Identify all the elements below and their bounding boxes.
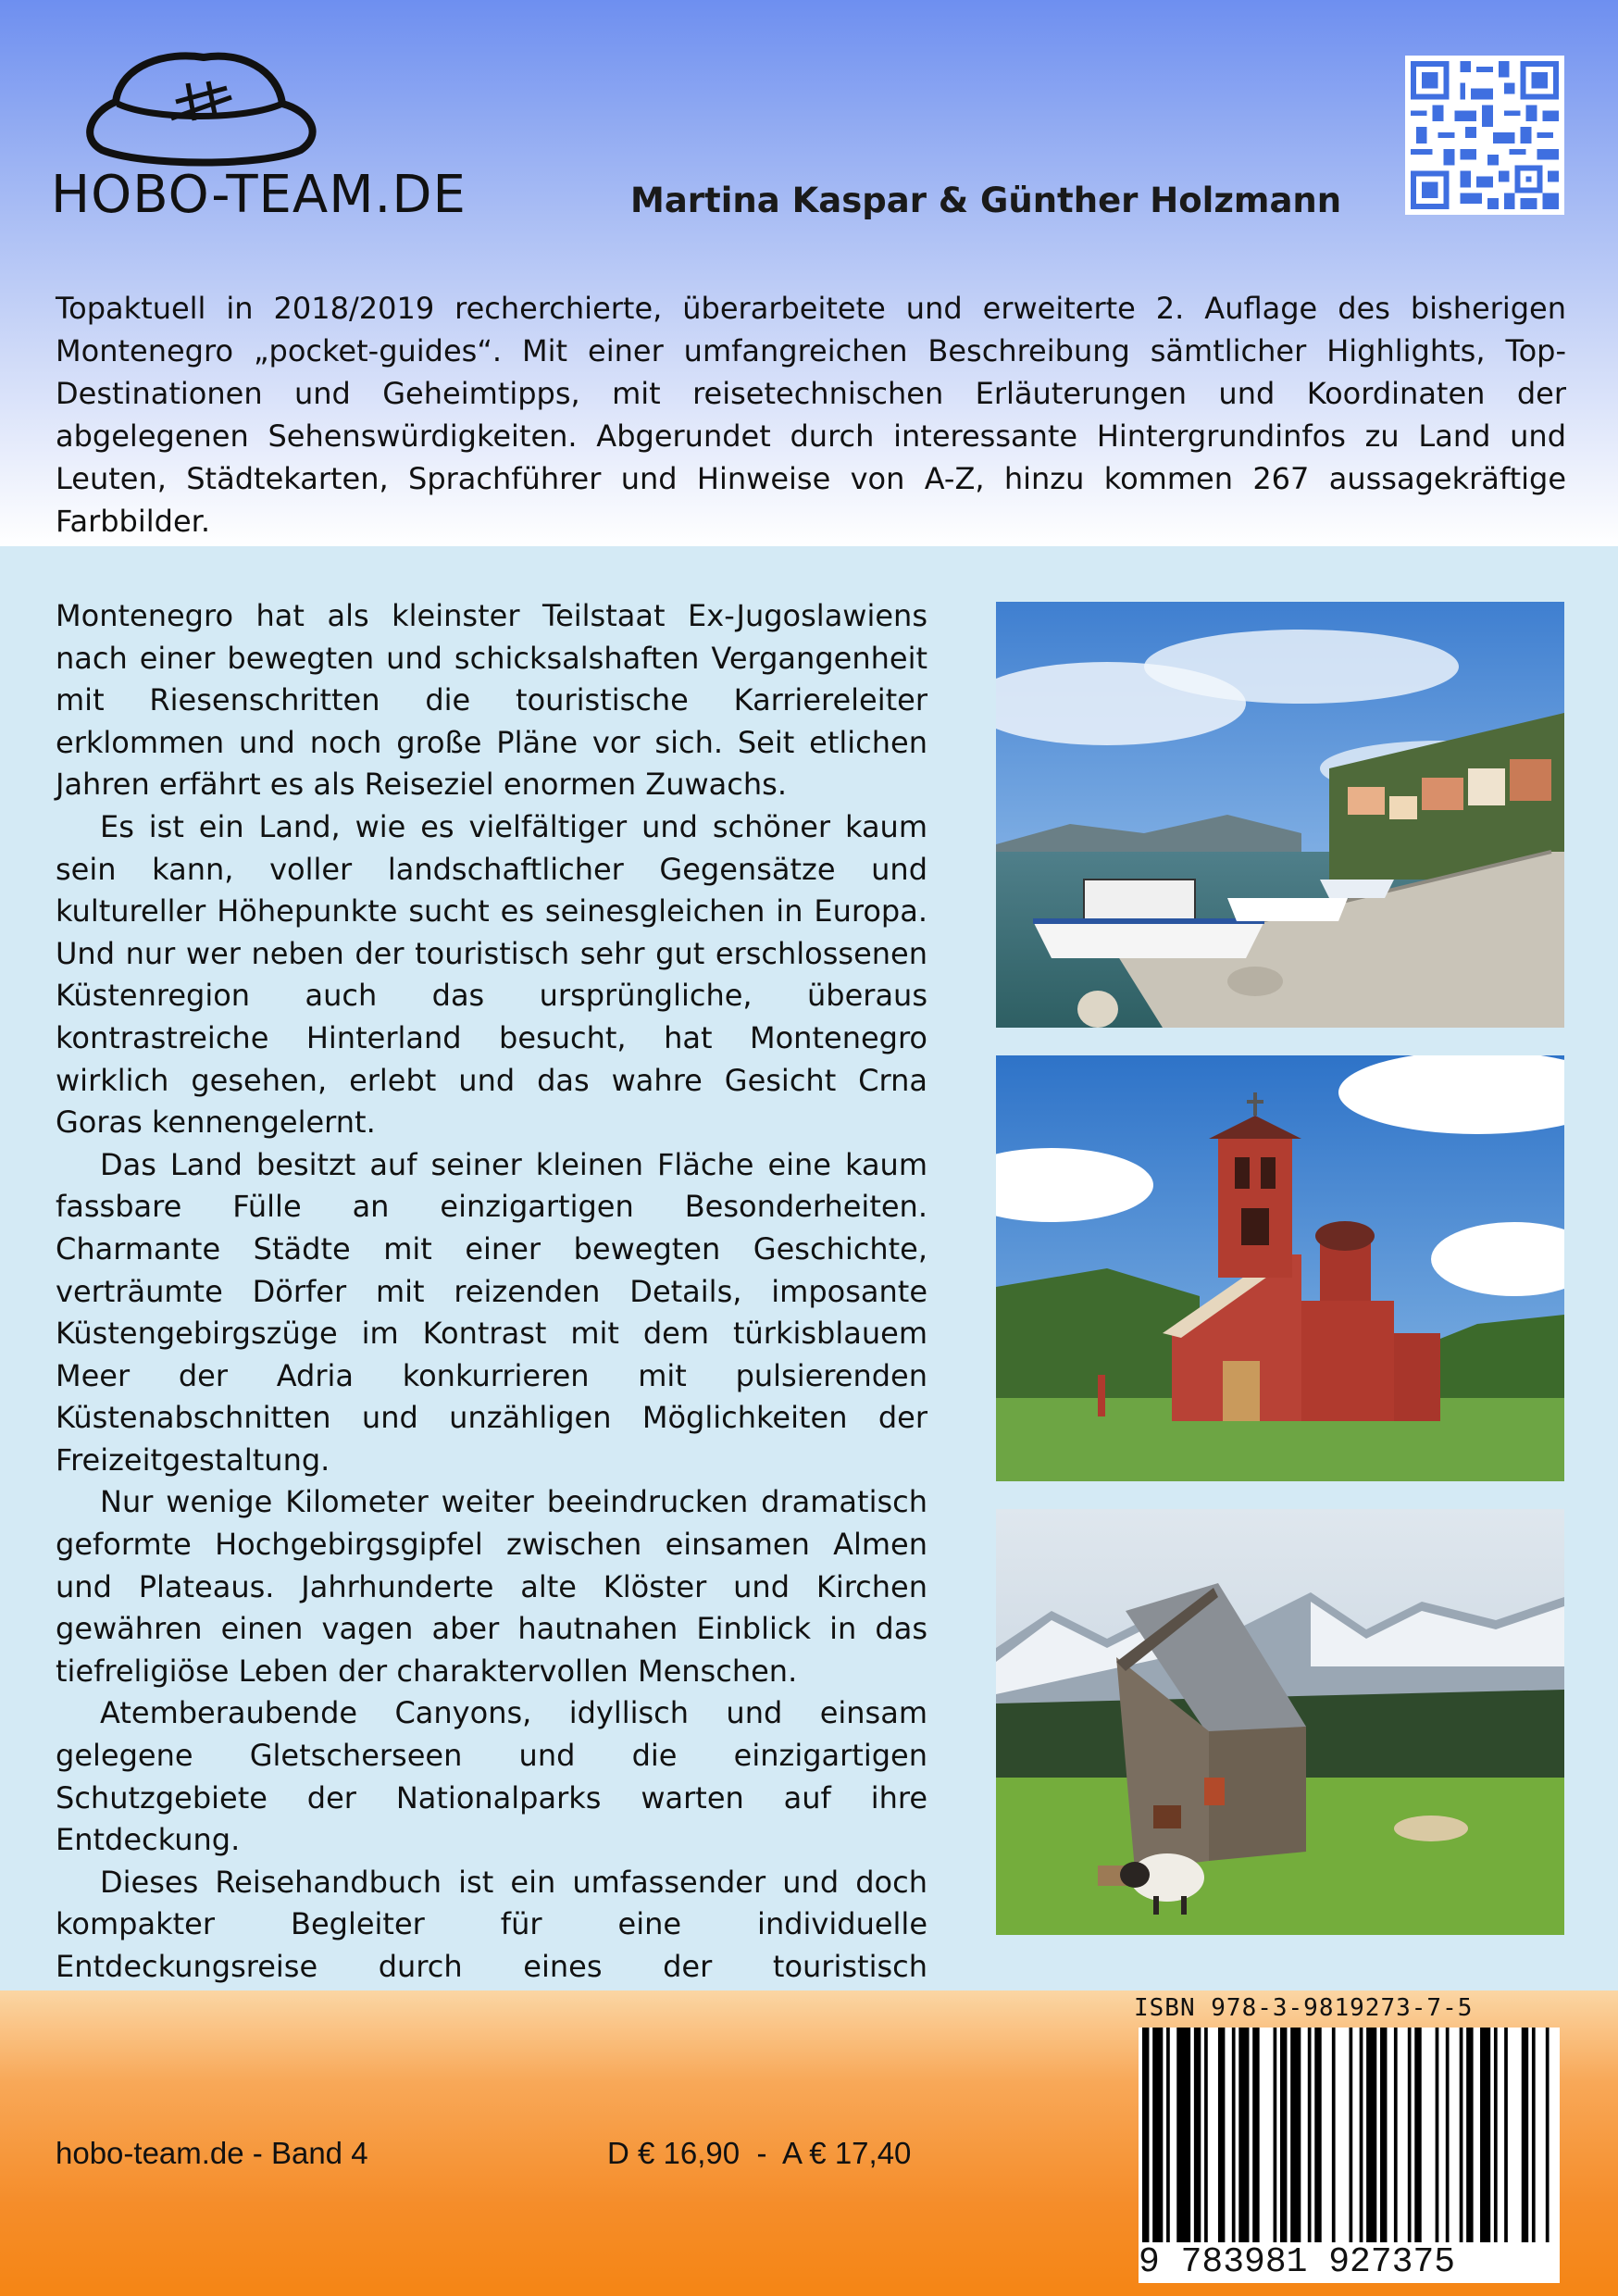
paragraph: Dieses Reisehandbuch ist ein umfassender und doch kompakter Begleiter für eine individuelle Entdeckungsreise durch eines der touristisch — [56, 1864, 927, 1984]
brand-name: HOBO-TEAM.DE — [51, 165, 467, 225]
body-text — [56, 595, 927, 2115]
paragraph: Das Land besitzt auf seiner kleinen Fläche eine kaum fassbare Fülle an einzigartigen Besonderheiten. Charmante Städte mit einer bewegten Geschichte, verträumte Dörfer mit reizenden Details, imposante Küstengebirgszüge im Kontrast mit dem türkisblauem Meer der Adria konkurrieren mit pulsierenden Küstenabschnitten und unzähligen Möglichkeiten der Freizeitgestaltung. — [56, 1146, 927, 1478]
qr-code — [1405, 56, 1564, 215]
intro-paragraph: Topaktuell in 2018/2019 recherchierte, überarbeitete und erweiterte 2. Auflage des bisherigen Montenegro „pocket-guides“. Mit einer umfangreichen Beschreibung sämtlicher Highlights, Top-Destinationen und Geheimtipps, mit reisetechnischen Erläuterungen und Koordinaten der abgelegenen Sehenswürdigkeiten. Abgerundet durch interessante Hintergrundinfos zu Land und Leuten, Städtekarten, Sprachführer und Hinweise von A-Z, hinzu kommen 267 aussagekräftige Farbbilder. — [56, 291, 1566, 539]
barcode-icon — [1139, 2028, 1560, 2242]
paragraph: Es ist ein Land, wie es vielfältiger und schöner kaum sein kann, voller landschaftlicher Gegensätze und kultureller Höhepunkte sucht es seinesgleichen in Europa. Und nur wer neben der touristisch sehr gut erschlossenen Küstenregion auch das ursprüngliche, überaus kontrastreiche Hinterland besucht, hat Montenegro wirklich gesehen, erlebt und das wahre Gesicht Crna Goras kennengelernt. — [56, 808, 927, 1141]
paragraph: Montenegro hat als kleinster Teilstaat Ex-Jugoslawiens nach einer bewegten und schicksalshaften Vergangenheit mit Riesenschritten die touristische Karriereleiter erklommen und noch große Pläne vor sich. Seit etlichen Jahren erfährt es als Reiseziel enormen Zuwachs. — [56, 598, 927, 803]
paragraph: Atemberaubende Canyons, idyllisch und einsam gelegene Gletscherseen und die einzigartigen Schutzgebiete der Nationalparks warten auf ihre Entdeckung. — [56, 1695, 927, 1858]
isbn-label: ISBN 978-3-9819273-7-5 — [1134, 1994, 1474, 2022]
harbor-photo — [996, 602, 1564, 1028]
qr-code-icon — [1405, 56, 1564, 215]
isbn-digits: 9 783981 927375 — [1139, 2242, 1560, 2283]
paragraph: Nur wenige Kilometer weiter beeindrucken dramatisch geformte Hochgebirgsgipfel zwischen einsamen Almen und Plateaus. Jahrhunderte alte Klöster und Kirchen gewähren einen vagen aber hautnahen Einblick in das tiefreligiöse Leben der charaktervollen Menschen. — [56, 1484, 927, 1689]
wooden-church-photo — [996, 1509, 1564, 1935]
price-label: D € 16,90 - A € 17,40 — [607, 2136, 912, 2170]
header-band — [0, 0, 1618, 546]
series-label: hobo-team.de - Band 4 — [56, 2136, 368, 2170]
authors: Martina Kaspar & Günther Holzmann — [630, 181, 1342, 220]
red-church-photo — [996, 1055, 1564, 1481]
barcode — [1139, 2028, 1560, 2242]
hat-logo-icon — [79, 46, 329, 176]
hobo-team-logo — [51, 46, 588, 231]
